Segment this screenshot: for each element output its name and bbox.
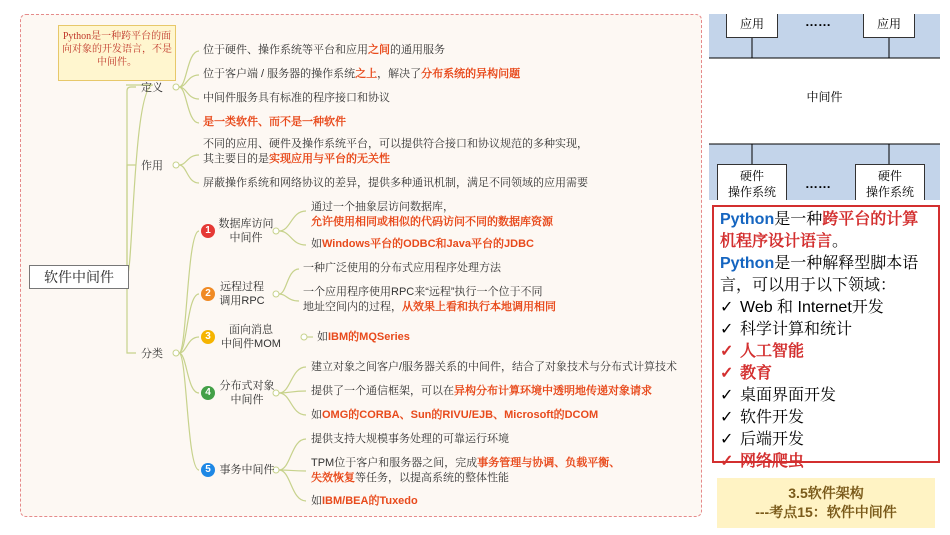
use-item: ✓ 科学计算和统计 <box>720 319 932 341</box>
function-item: 屏蔽操作系统和网络协议的差异，提供多种通讯机制，满足不同领域的应用需要 <box>203 177 588 189</box>
use-item: ✓ Web 和 Internet开发 <box>720 297 932 319</box>
category-item: 失效恢复等任务，以提高系统的整体性能 <box>311 472 509 484</box>
category-item: 如IBM的MQSeries <box>317 331 410 343</box>
category-item: 如IBM/BEA的Tuxedo <box>311 495 418 507</box>
use-item: ✓ 桌面界面开发 <box>720 385 932 407</box>
python-uses-panel <box>712 205 940 470</box>
ellipsis-top: …… <box>805 14 831 29</box>
middleware-architecture-diagram <box>709 14 940 200</box>
check-icon: ✓ <box>720 409 734 426</box>
category-number-badge: 1 <box>201 224 215 238</box>
definition-item: 位于客户端 / 服务器的操作系统之上，解决了分布系统的异构问题 <box>203 68 521 80</box>
definition-item: 是一类软件、而不是一种软件 <box>203 116 346 128</box>
function-label: 作用 <box>141 160 163 172</box>
definition-item: 中间件服务具有标准的程序接口和协议 <box>203 92 390 104</box>
use-item: ✓ 网络爬虫 <box>720 451 932 473</box>
category-item: TPM位于客户和服务器之间，完成事务管理与协调、负载平衡、 <box>311 457 621 469</box>
category-item: 提供了一个通信框架，可以在异构分布计算环境中透明地传递对象请求 <box>311 385 652 397</box>
category-number-badge: 2 <box>201 287 215 301</box>
check-icon: ✓ <box>720 299 734 316</box>
category-distributed-object: 分布式对象 中间件 <box>219 380 275 406</box>
section-footer <box>717 478 935 528</box>
python-note: Python是一种跨平台的面向对象的开发语言，不是中间件。 <box>58 25 176 81</box>
application-box: 应用 <box>863 14 915 38</box>
function-item: 不同的应用、硬件及操作系统平台，可以提供符合接口和协议规范的多种实现， <box>203 138 588 150</box>
use-item: ✓ 后端开发 <box>720 429 932 451</box>
python-intro: Python是一种跨平台的计算机程序设计语言。 <box>720 211 919 250</box>
category-item: 允许使用相同或相似的代码访问不同的数据库资源 <box>311 216 553 228</box>
ellipsis-bottom: …… <box>805 176 831 191</box>
mindmap-panel <box>20 14 702 517</box>
category-item: 一种广泛使用的分布式应用程序处理方法 <box>303 262 501 274</box>
check-icon: ✓ <box>720 453 734 470</box>
definition-label: 定义 <box>141 82 163 94</box>
definition-item: 位于硬件、操作系统等平台和应用之间的通用服务 <box>203 44 445 56</box>
application-box: 应用 <box>726 14 778 38</box>
function-item: 其主要目的是实现应用与平台的无关性 <box>203 153 390 165</box>
python-fields-intro: Python是一种解释型脚本语言，可以用于以下领域： <box>720 255 919 294</box>
category-number-badge: 4 <box>201 386 215 400</box>
category-db-access: 数据库访问 中间件 <box>218 218 274 244</box>
category-tpm: 事务中间件 <box>219 464 275 476</box>
check-icon: ✓ <box>720 431 734 448</box>
use-item: ✓ 教育 <box>720 363 932 385</box>
check-icon: ✓ <box>720 343 734 360</box>
category-rpc: 远程过程 调用RPC <box>219 281 265 307</box>
middleware-layer-label: 中间件 <box>806 90 843 104</box>
category-item: 如Windows平台的ODBC和Java平台的JDBC <box>311 238 534 250</box>
category-number-badge: 3 <box>201 330 215 344</box>
category-number-badge: 5 <box>201 463 215 477</box>
category-item: 建立对象之间客户/服务器关系的中间件，结合了对象技术与分布式计算技术 <box>311 361 678 373</box>
category-item: 一个应用程序使用RPC来“远程”执行一个位于不同 <box>303 286 543 298</box>
category-mom: 面向消息 中间件MOM <box>221 324 281 350</box>
category-item: 地址空间内的过程，从效果上看和执行本地调用相同 <box>303 301 556 313</box>
hardware-os-box: 硬件 操作系统 <box>855 164 925 200</box>
check-icon: ✓ <box>720 321 734 338</box>
use-item: ✓ 软件开发 <box>720 407 932 429</box>
category-item: 提供支持大规模事务处理的可靠运行环境 <box>311 433 509 445</box>
hardware-os-box: 硬件 操作系统 <box>717 164 787 200</box>
check-icon: ✓ <box>720 387 734 404</box>
category-item: 如OMG的CORBA、Sun的RIVU/EJB、Microsoft的DCOM <box>311 409 599 421</box>
section-title: 3.5软件架构 <box>788 485 864 501</box>
classification-label: 分类 <box>141 348 163 360</box>
mindmap-root: 软件中间件 <box>29 265 129 289</box>
category-item: 通过一个抽象层访问数据库， <box>311 201 454 213</box>
check-icon: ✓ <box>720 365 734 382</box>
use-item: ✓ 人工智能 <box>720 341 932 363</box>
topic-label: ---考点15：软件中间件 <box>755 504 897 520</box>
